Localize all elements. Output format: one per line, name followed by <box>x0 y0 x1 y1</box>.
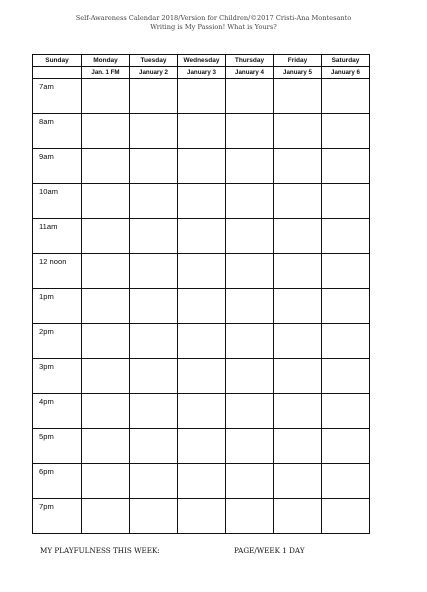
day-header-sunday: Sunday <box>33 55 82 67</box>
playfulness-label: MY PLAYFULNESS THIS WEEK: <box>40 546 160 555</box>
page-week-label: PAGE/WEEK 1 DAY <box>234 546 305 555</box>
hour-rows <box>33 79 370 534</box>
calendar-slot-cell[interactable] <box>274 79 322 114</box>
hour-row <box>33 464 370 499</box>
hour-label: 7pm <box>39 502 54 511</box>
hour-row <box>33 219 370 254</box>
calendar-slot-cell[interactable] <box>82 149 130 184</box>
calendar-slot-cell[interactable] <box>322 149 370 184</box>
date-row <box>33 67 370 79</box>
calendar-slot-cell[interactable] <box>130 184 178 219</box>
hour-row <box>33 499 370 534</box>
calendar-slot-cell[interactable] <box>274 359 322 394</box>
calendar-slot-cell[interactable] <box>82 254 130 289</box>
hour-label: 2pm <box>39 327 54 336</box>
date-cell-wednesday: January 3 <box>178 67 226 79</box>
calendar-slot-cell[interactable] <box>178 114 226 149</box>
hour-row <box>33 359 370 394</box>
calendar-slot-cell[interactable] <box>178 359 226 394</box>
date-cell-thursday: January 4 <box>226 67 274 79</box>
hour-row <box>33 429 370 464</box>
calendar-slot-cell[interactable] <box>82 429 130 464</box>
day-header-wednesday: Wednesday <box>178 55 226 67</box>
calendar-slot-cell[interactable] <box>274 499 322 534</box>
calendar-slot-cell[interactable] <box>226 359 274 394</box>
calendar-slot-cell[interactable] <box>274 219 322 254</box>
calendar-slot-cell[interactable] <box>178 324 226 359</box>
calendar-slot-cell[interactable] <box>226 149 274 184</box>
calendar-slot-cell[interactable] <box>130 254 178 289</box>
hour-label: 1pm <box>39 292 54 301</box>
hour-label-cell <box>33 254 82 289</box>
calendar-slot-cell[interactable] <box>82 359 130 394</box>
calendar-slot-cell[interactable] <box>274 289 322 324</box>
calendar-slot-cell[interactable] <box>322 394 370 429</box>
calendar-slot-cell[interactable] <box>226 464 274 499</box>
calendar-slot-cell[interactable] <box>274 394 322 429</box>
calendar-slot-cell[interactable] <box>82 219 130 254</box>
day-header-monday: Monday <box>82 55 130 67</box>
calendar-slot-cell[interactable] <box>226 219 274 254</box>
calendar-slot-cell[interactable] <box>274 149 322 184</box>
calendar-slot-cell[interactable] <box>274 184 322 219</box>
hour-label-cell <box>33 394 82 429</box>
calendar-slot-cell[interactable] <box>274 114 322 149</box>
calendar-slot-cell[interactable] <box>130 114 178 149</box>
day-header-row <box>33 55 370 67</box>
calendar-slot-cell[interactable] <box>322 79 370 114</box>
hour-label: 11am <box>39 222 58 231</box>
calendar-slot-cell[interactable] <box>322 219 370 254</box>
hour-row <box>33 149 370 184</box>
calendar-slot-cell[interactable] <box>82 114 130 149</box>
calendar-slot-cell[interactable] <box>130 499 178 534</box>
hour-label: 9am <box>39 152 54 161</box>
calendar-slot-cell[interactable] <box>178 464 226 499</box>
calendar-slot-cell[interactable] <box>274 464 322 499</box>
calendar-slot-cell[interactable] <box>130 219 178 254</box>
calendar-slot-cell[interactable] <box>178 499 226 534</box>
calendar-slot-cell[interactable] <box>130 79 178 114</box>
date-cell-tuesday: January 2 <box>130 67 178 79</box>
calendar-slot-cell[interactable] <box>226 114 274 149</box>
hour-label: 10am <box>39 187 58 196</box>
calendar-slot-cell[interactable] <box>322 429 370 464</box>
day-header-friday: Friday <box>274 55 322 67</box>
calendar-slot-cell[interactable] <box>82 394 130 429</box>
calendar-slot-cell[interactable] <box>130 149 178 184</box>
calendar-slot-cell[interactable] <box>82 184 130 219</box>
calendar-slot-cell[interactable] <box>226 324 274 359</box>
hour-label-cell <box>33 324 82 359</box>
hour-label: 3pm <box>39 362 54 371</box>
calendar-slot-cell[interactable] <box>322 289 370 324</box>
calendar-slot-cell[interactable] <box>178 149 226 184</box>
weekly-calendar-grid <box>32 54 370 534</box>
calendar-slot-cell[interactable] <box>322 254 370 289</box>
calendar-slot-cell[interactable] <box>178 79 226 114</box>
calendar-slot-cell[interactable] <box>226 394 274 429</box>
calendar-slot-cell[interactable] <box>178 289 226 324</box>
calendar-slot-cell[interactable] <box>82 324 130 359</box>
hour-label: 5pm <box>39 432 54 441</box>
date-cell-monday: Jan. 1 FM <box>82 67 130 79</box>
calendar-slot-cell[interactable] <box>322 499 370 534</box>
calendar-slot-cell[interactable] <box>178 394 226 429</box>
hour-label-cell <box>33 219 82 254</box>
calendar-slot-cell[interactable] <box>274 429 322 464</box>
hour-row <box>33 289 370 324</box>
hour-label-cell <box>33 184 82 219</box>
calendar-slot-cell[interactable] <box>322 114 370 149</box>
hour-row <box>33 184 370 219</box>
hour-label: 6pm <box>39 467 54 476</box>
calendar-slot-cell[interactable] <box>322 464 370 499</box>
hour-label-cell <box>33 464 82 499</box>
calendar-slot-cell[interactable] <box>322 184 370 219</box>
calendar-slot-cell[interactable] <box>82 464 130 499</box>
hour-label: 4pm <box>39 397 54 406</box>
hour-row <box>33 79 370 114</box>
hour-row <box>33 254 370 289</box>
calendar-slot-cell[interactable] <box>82 499 130 534</box>
calendar-slot-cell[interactable] <box>226 499 274 534</box>
hour-label-cell <box>33 79 82 114</box>
calendar-slot-cell[interactable] <box>226 79 274 114</box>
hour-label-cell <box>33 359 82 394</box>
hour-label-cell <box>33 429 82 464</box>
day-header-saturday: Saturday <box>322 55 370 67</box>
calendar-slot-cell[interactable] <box>130 394 178 429</box>
calendar-slot-cell[interactable] <box>130 429 178 464</box>
calendar-slot-cell[interactable] <box>178 429 226 464</box>
hour-label: 8am <box>39 117 54 126</box>
calendar-slot-cell[interactable] <box>226 289 274 324</box>
header-subtitle: Writing is My Passion! What is Yours? <box>150 23 277 31</box>
hour-label: 12 noon <box>39 257 67 266</box>
hour-label-cell <box>33 499 82 534</box>
calendar-slot-cell[interactable] <box>226 254 274 289</box>
hour-row <box>33 324 370 359</box>
hour-label-cell <box>33 114 82 149</box>
calendar-slot-cell[interactable] <box>226 184 274 219</box>
hour-label: 7am <box>39 82 54 91</box>
calendar-slot-cell[interactable] <box>82 79 130 114</box>
calendar-slot-cell[interactable] <box>130 324 178 359</box>
calendar-slot-cell[interactable] <box>130 464 178 499</box>
calendar-slot-cell[interactable] <box>178 254 226 289</box>
hour-label-cell <box>33 149 82 184</box>
day-header-tuesday: Tuesday <box>130 55 178 67</box>
calendar-slot-cell[interactable] <box>274 324 322 359</box>
calendar-slot-cell[interactable] <box>82 289 130 324</box>
calendar-slot-cell[interactable] <box>130 359 178 394</box>
calendar-slot-cell[interactable] <box>130 289 178 324</box>
day-header-thursday: Thursday <box>226 55 274 67</box>
date-cell-sunday <box>33 67 82 79</box>
calendar-slot-cell[interactable] <box>322 324 370 359</box>
date-cell-friday: January 5 <box>274 67 322 79</box>
calendar-slot-cell[interactable] <box>178 184 226 219</box>
hour-row <box>33 114 370 149</box>
calendar-slot-cell[interactable] <box>322 359 370 394</box>
page-header <box>0 14 427 32</box>
calendar-slot-cell[interactable] <box>274 254 322 289</box>
header-title: Self-Awareness Calendar 2018/Version for Children/©2017 Cristi-Ana Montesanto <box>75 14 352 22</box>
hour-row <box>33 394 370 429</box>
date-cell-saturday: January 6 <box>322 67 370 79</box>
calendar-slot-cell[interactable] <box>178 219 226 254</box>
calendar-slot-cell[interactable] <box>226 429 274 464</box>
hour-label-cell <box>33 289 82 324</box>
